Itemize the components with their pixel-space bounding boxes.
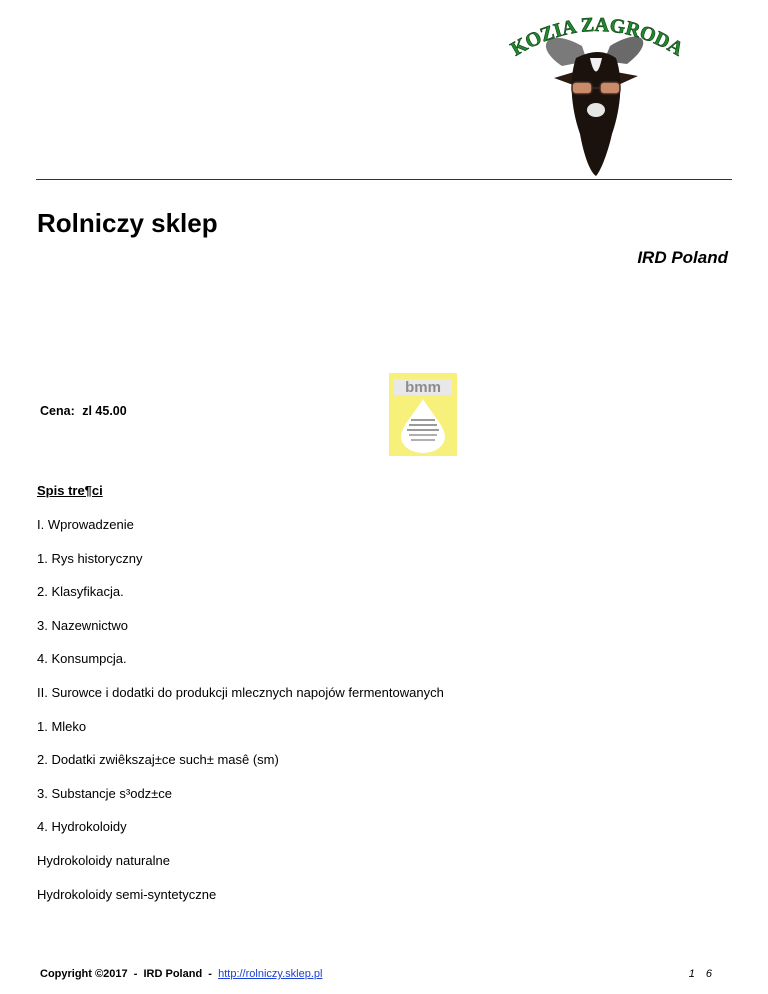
toc-item: 4. Konsumpcja. [37, 651, 127, 667]
company-name: IRD Poland [637, 248, 728, 267]
toc-item: Hydrokoloidy naturalne [37, 852, 170, 868]
kozia-zagroda-logo [492, 6, 702, 180]
toc-item: 3. Substancje s³odz±ce [37, 785, 173, 801]
footer-site-link[interactable]: http://rolniczy.sklep.pl [218, 968, 323, 980]
toc-item: II. Surowce i dodatki do produkcji mlecznych napojów fermentowanych [37, 684, 444, 700]
price-line [40, 404, 131, 418]
header-divider [36, 179, 732, 180]
toc-item: 1. Mleko [37, 718, 87, 734]
price-value: zl 45.00 [82, 404, 127, 418]
toc-item: 4. Hydrokoloidy [37, 819, 127, 835]
price-label: Cena: [40, 404, 75, 418]
book-brand: bmm [405, 379, 441, 396]
footer-separator: - [208, 968, 212, 980]
footer [40, 968, 322, 980]
logo-text: KOZIA ZAGRODA [507, 13, 687, 61]
book-cover-image[interactable] [389, 373, 457, 456]
toc-item: 1. Rys historyczny [37, 550, 143, 566]
toc-item: 2. Dodatki zwiêkszaj±ce such± masê (sm) [37, 752, 279, 768]
footer-separator: - [133, 968, 138, 980]
toc-item: I. Wprowadzenie [37, 517, 134, 532]
page-number: 1 6 [688, 968, 716, 980]
footer-company: IRD Poland [143, 968, 203, 980]
footer-copyright: Copyright ©2017 [40, 968, 128, 980]
toc-item: 2. Klasyfikacja. [37, 584, 124, 600]
table-of-contents [37, 483, 717, 920]
page-title: Rolniczy sklep [37, 208, 218, 238]
toc-item: Hydrokoloidy semi-syntetyczne [37, 886, 217, 902]
toc-title: Spis tre¶ci [37, 483, 103, 498]
toc-item: 3. Nazewnictwo [37, 617, 129, 633]
